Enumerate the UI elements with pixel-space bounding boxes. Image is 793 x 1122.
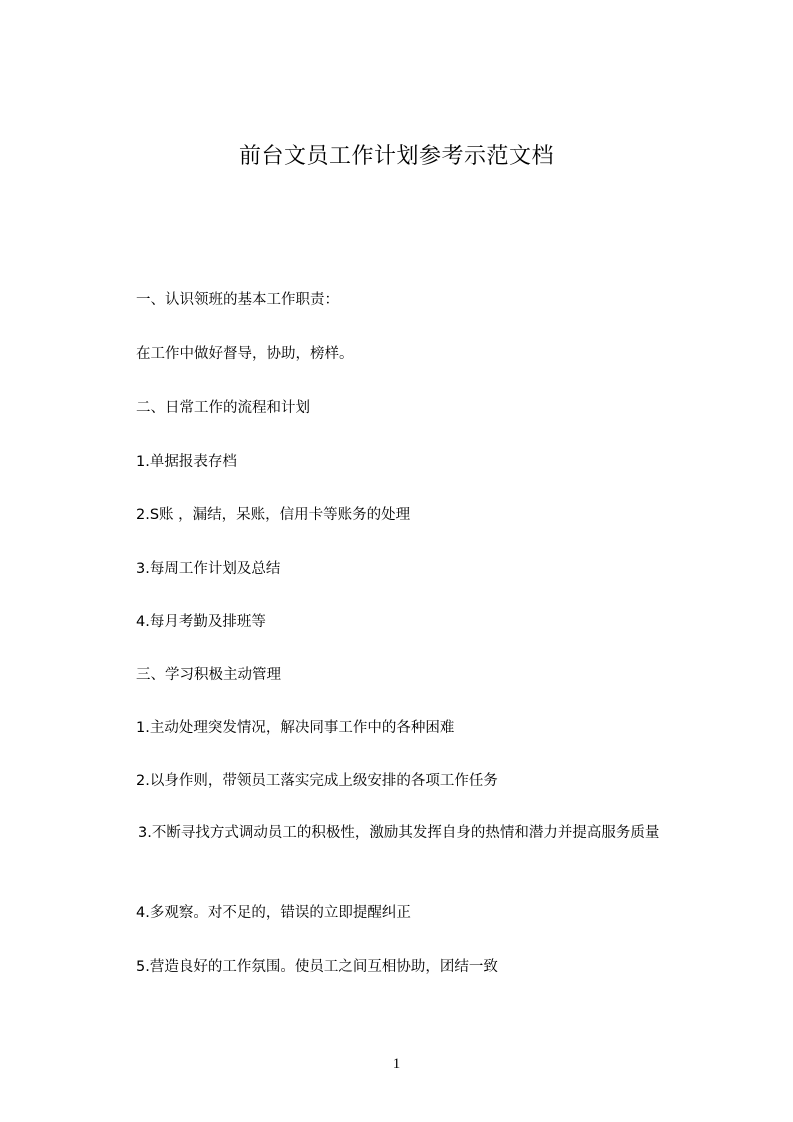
list-item: 2.S账 ，漏结，呆账，信用卡等账务的处理 xyxy=(136,507,411,523)
section-heading-1: 一、认识领班的基本工作职责： xyxy=(136,292,339,308)
document-title: 前台文员工作计划参考示范文档 xyxy=(238,144,554,169)
list-item: 3.不断寻找方式调动员工的积极性，激励其发挥自身的热情和潜力并提高服务质量 xyxy=(138,825,660,841)
list-item: 3.每周工作计划及总结 xyxy=(136,561,281,577)
paragraph-duties: 在工作中做好督导，协助，榜样。 xyxy=(136,346,354,362)
list-item: 1.单据报表存档 xyxy=(136,454,237,470)
list-item: 4.多观察。对不足的，错误的立即提醒纠正 xyxy=(136,905,411,921)
list-item: 2.以身作则，带领员工落实完成上级安排的各项工作任务 xyxy=(136,773,498,789)
section-heading-3: 三、学习积极主动管理 xyxy=(136,667,281,683)
list-item: 4.每月考勤及排班等 xyxy=(136,614,266,630)
list-item: 5.营造良好的工作氛围。使员工之间互相协助，团结一致 xyxy=(136,959,498,975)
list-item: 1.主动处理突发情况，解决同事工作中的各种困难 xyxy=(136,720,455,736)
page-number: 1 xyxy=(392,1056,401,1072)
section-heading-2: 二、日常工作的流程和计划 xyxy=(136,400,310,416)
